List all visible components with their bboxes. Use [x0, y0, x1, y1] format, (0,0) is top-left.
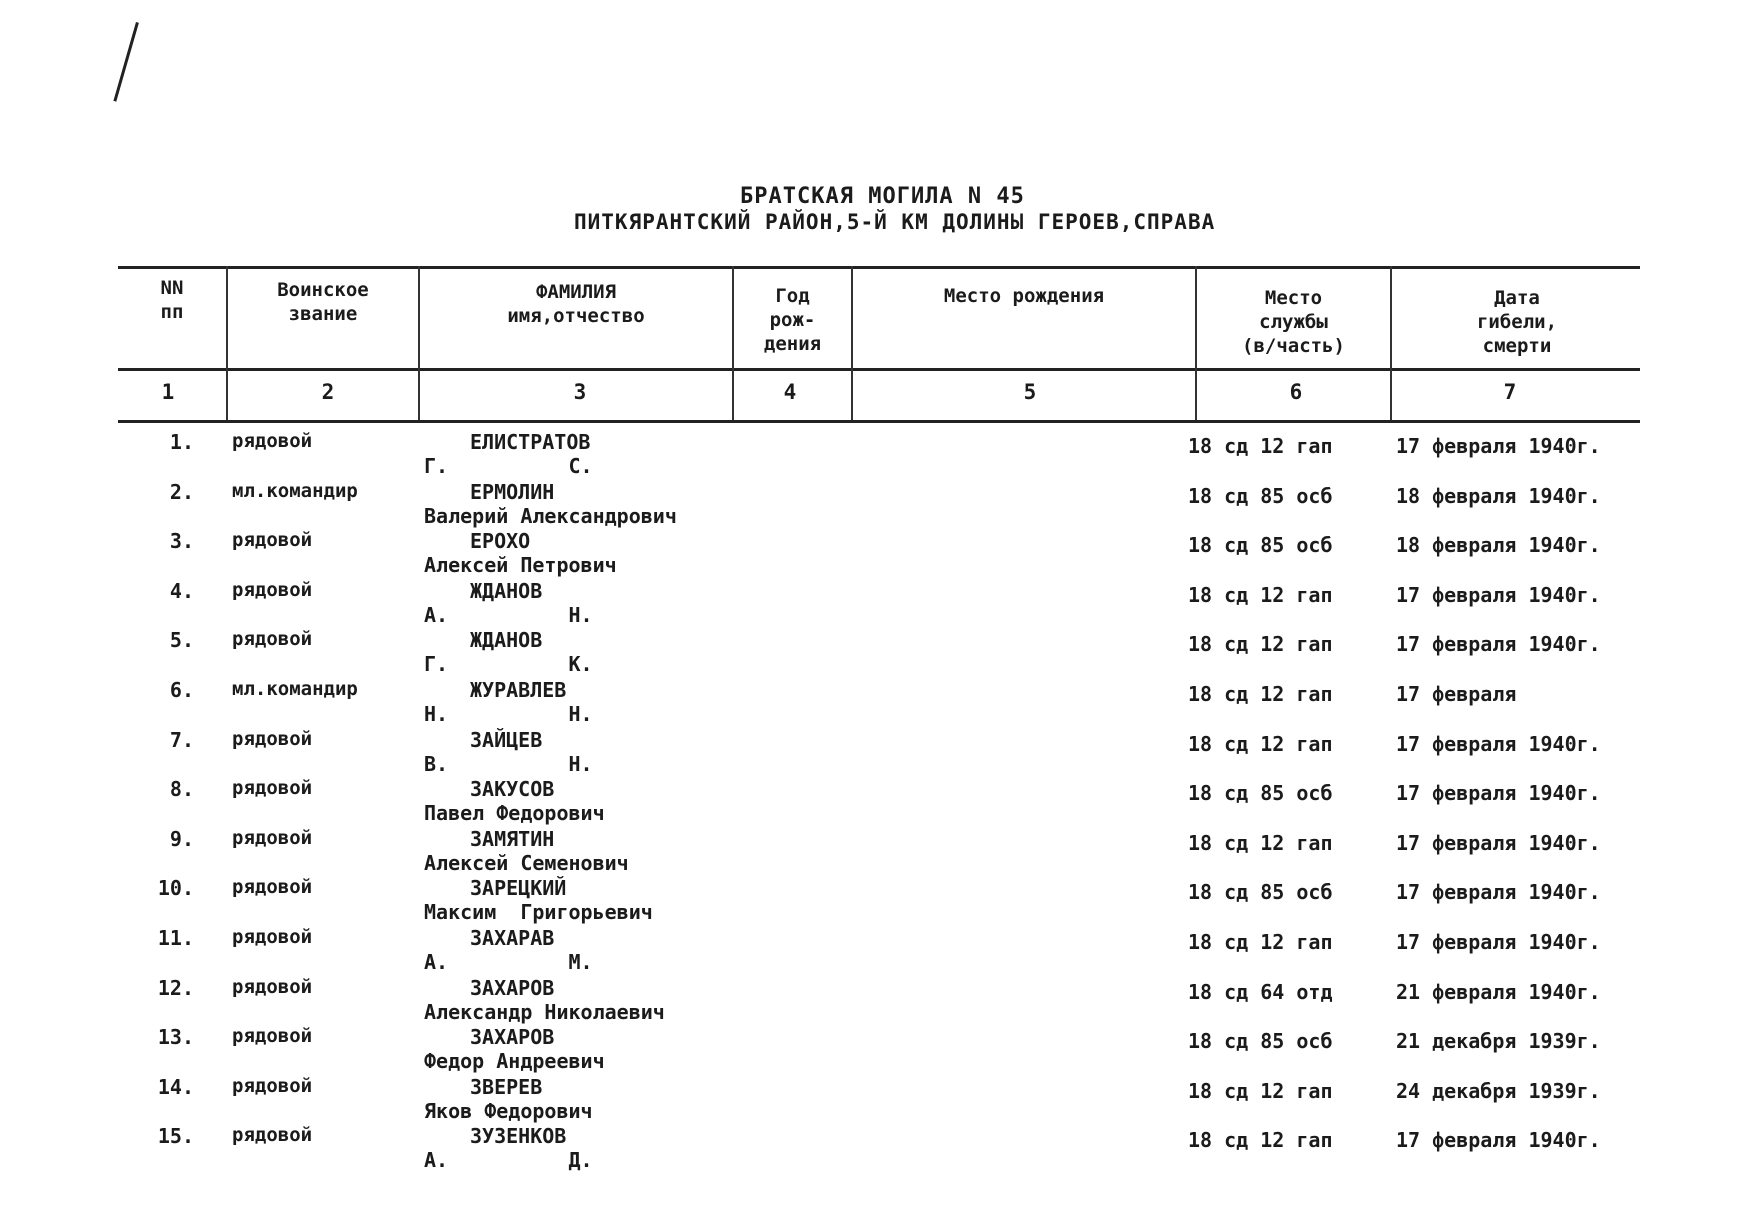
row-number: 12. — [157, 976, 194, 1000]
military-unit: 18 сд 12 гап — [1188, 583, 1333, 607]
surname: ЖДАНОВ — [470, 628, 543, 652]
header-name: ФАМИЛИЯ имя,отчество — [507, 281, 645, 327]
given-name-patronymic: Валерий Александрович — [424, 504, 677, 528]
military-unit: 18 сд 12 гап — [1188, 732, 1333, 756]
surname: ЗАРЕЦКИЙ — [470, 876, 567, 900]
military-rank: рядовой — [232, 976, 313, 998]
surname: ЗАМЯТИН — [470, 827, 555, 851]
given-name-patronymic: А. Д. — [424, 1148, 593, 1172]
death-date: 17 февраля 1940г. — [1396, 880, 1601, 904]
row-number: 13. — [157, 1025, 194, 1049]
given-name-patronymic: А. М. — [424, 950, 593, 974]
surname: ЖУРАВЛЕВ — [470, 678, 567, 702]
row-number: 11. — [157, 926, 194, 950]
header-birth-year: Год рож- дения — [763, 285, 822, 355]
military-unit: 18 сд 85 осб — [1188, 880, 1333, 904]
row-number: 14. — [157, 1075, 194, 1099]
military-unit: 18 сд 85 осб — [1188, 1029, 1333, 1053]
military-rank: рядовой — [232, 529, 313, 551]
surname: ЕРОХО — [470, 529, 531, 553]
given-name-patronymic: Максим Григорьевич — [424, 900, 653, 924]
death-date: 18 февраля 1940г. — [1396, 484, 1601, 508]
row-number: 10. — [157, 876, 194, 900]
row-number: 1. — [169, 430, 194, 454]
row-number: 3. — [169, 529, 194, 553]
header-unit: Место службы (в/часть) — [1242, 287, 1345, 357]
military-rank: рядовой — [232, 430, 313, 452]
row-number: 7. — [169, 728, 194, 752]
surname: ЕЛИСТРАТОВ — [470, 430, 591, 454]
header-rank: Воинское звание — [277, 279, 369, 325]
military-rank: мл.командир — [232, 480, 358, 502]
document-title: БРАТСКАЯ МОГИЛА N 45 — [740, 184, 1025, 209]
row-number: 4. — [169, 579, 194, 603]
death-date: 17 февраля 1940г. — [1396, 930, 1601, 954]
death-date: 17 февраля 1940г. — [1396, 583, 1601, 607]
given-name-patronymic: Г. С. — [424, 454, 593, 478]
column-number: 3 — [573, 380, 587, 404]
military-rank: рядовой — [232, 926, 313, 948]
document-subtitle: ПИТКЯРАНТСКИЙ РАЙОН,5-Й КМ ДОЛИНЫ ГЕРОЕВ,СПРАВА — [574, 210, 1216, 234]
column-number: 1 — [161, 380, 175, 404]
header-bottom-rule — [118, 368, 1640, 371]
death-date: 18 февраля 1940г. — [1396, 533, 1601, 557]
military-rank: рядовой — [232, 876, 313, 898]
military-rank: мл.командир — [232, 678, 358, 700]
death-date: 17 февраля 1940г. — [1396, 1128, 1601, 1152]
military-unit: 18 сд 12 гап — [1188, 831, 1333, 855]
surname: ЗАХАРАВ — [470, 926, 555, 950]
given-name-patronymic: Г. К. — [424, 652, 593, 676]
column-number: 4 — [783, 380, 797, 404]
table-top-rule — [118, 266, 1640, 269]
death-date: 17 февраля 1940г. — [1396, 434, 1601, 458]
death-date: 17 февраля 1940г. — [1396, 831, 1601, 855]
military-rank: рядовой — [232, 579, 313, 601]
death-date: 21 февраля 1940г. — [1396, 980, 1601, 1004]
death-date: 24 декабря 1939г. — [1396, 1079, 1601, 1103]
military-rank: рядовой — [232, 1025, 313, 1047]
given-name-patronymic: В. Н. — [424, 752, 593, 776]
given-name-patronymic: Федор Андреевич — [424, 1049, 605, 1073]
row-number: 6. — [169, 678, 194, 702]
given-name-patronymic: А. Н. — [424, 603, 593, 627]
given-name-patronymic: Алексей Семенович — [424, 851, 629, 875]
header-nn: NN пп — [160, 277, 184, 323]
military-unit: 18 сд 85 осб — [1188, 484, 1333, 508]
given-name-patronymic: Александр Николаевич — [424, 1000, 665, 1024]
surname: ЖДАНОВ — [470, 579, 543, 603]
surname: ЗАЙЦЕВ — [470, 728, 543, 752]
death-date: 17 февраля — [1396, 682, 1517, 706]
military-unit: 18 сд 12 гап — [1188, 930, 1333, 954]
given-name-patronymic: Н. Н. — [424, 702, 593, 726]
column-number: 2 — [321, 380, 335, 404]
row-number: 15. — [157, 1124, 194, 1148]
surname: ЗАХАРОВ — [470, 976, 555, 1000]
military-unit: 18 сд 12 гап — [1188, 434, 1333, 458]
military-unit: 18 сд 85 осб — [1188, 781, 1333, 805]
death-date: 21 декабря 1939г. — [1396, 1029, 1601, 1053]
row-number: 9. — [169, 827, 194, 851]
row-number: 5. — [169, 628, 194, 652]
death-date: 17 февраля 1940г. — [1396, 781, 1601, 805]
military-unit: 18 сд 12 гап — [1188, 682, 1333, 706]
surname: ЕРМОЛИН — [470, 480, 555, 504]
pen-mark — [113, 22, 138, 102]
column-number-rule — [118, 420, 1640, 423]
military-unit: 18 сд 12 гап — [1188, 1079, 1333, 1103]
military-unit: 18 сд 85 осб — [1188, 533, 1333, 557]
military-rank: рядовой — [232, 1124, 313, 1146]
header-birthplace: Место рождения — [943, 285, 1105, 307]
military-rank: рядовой — [232, 628, 313, 650]
surname: ЗАХАРОВ — [470, 1025, 555, 1049]
military-rank: рядовой — [232, 777, 313, 799]
military-rank: рядовой — [232, 827, 313, 849]
surname: ЗУЗЕНКОВ — [470, 1124, 567, 1148]
given-name-patronymic: Яков Федорович — [424, 1099, 593, 1123]
row-number: 2. — [169, 480, 194, 504]
military-unit: 18 сд 64 отд — [1188, 980, 1333, 1004]
column-number: 6 — [1289, 380, 1303, 404]
military-unit: 18 сд 12 гап — [1188, 1128, 1333, 1152]
row-number: 8. — [169, 777, 194, 801]
given-name-patronymic: Павел Федорович — [424, 801, 605, 825]
header-death-date: Дата гибели, смерти — [1476, 287, 1558, 357]
death-date: 17 февраля 1940г. — [1396, 732, 1601, 756]
death-date: 17 февраля 1940г. — [1396, 632, 1601, 656]
military-rank: рядовой — [232, 728, 313, 750]
column-number: 5 — [1023, 380, 1037, 404]
military-rank: рядовой — [232, 1075, 313, 1097]
given-name-patronymic: Алексей Петрович — [424, 553, 617, 577]
column-number: 7 — [1503, 380, 1517, 404]
military-unit: 18 сд 12 гап — [1188, 632, 1333, 656]
surname: ЗАКУСОВ — [470, 777, 555, 801]
surname: ЗВЕРЕВ — [470, 1075, 543, 1099]
